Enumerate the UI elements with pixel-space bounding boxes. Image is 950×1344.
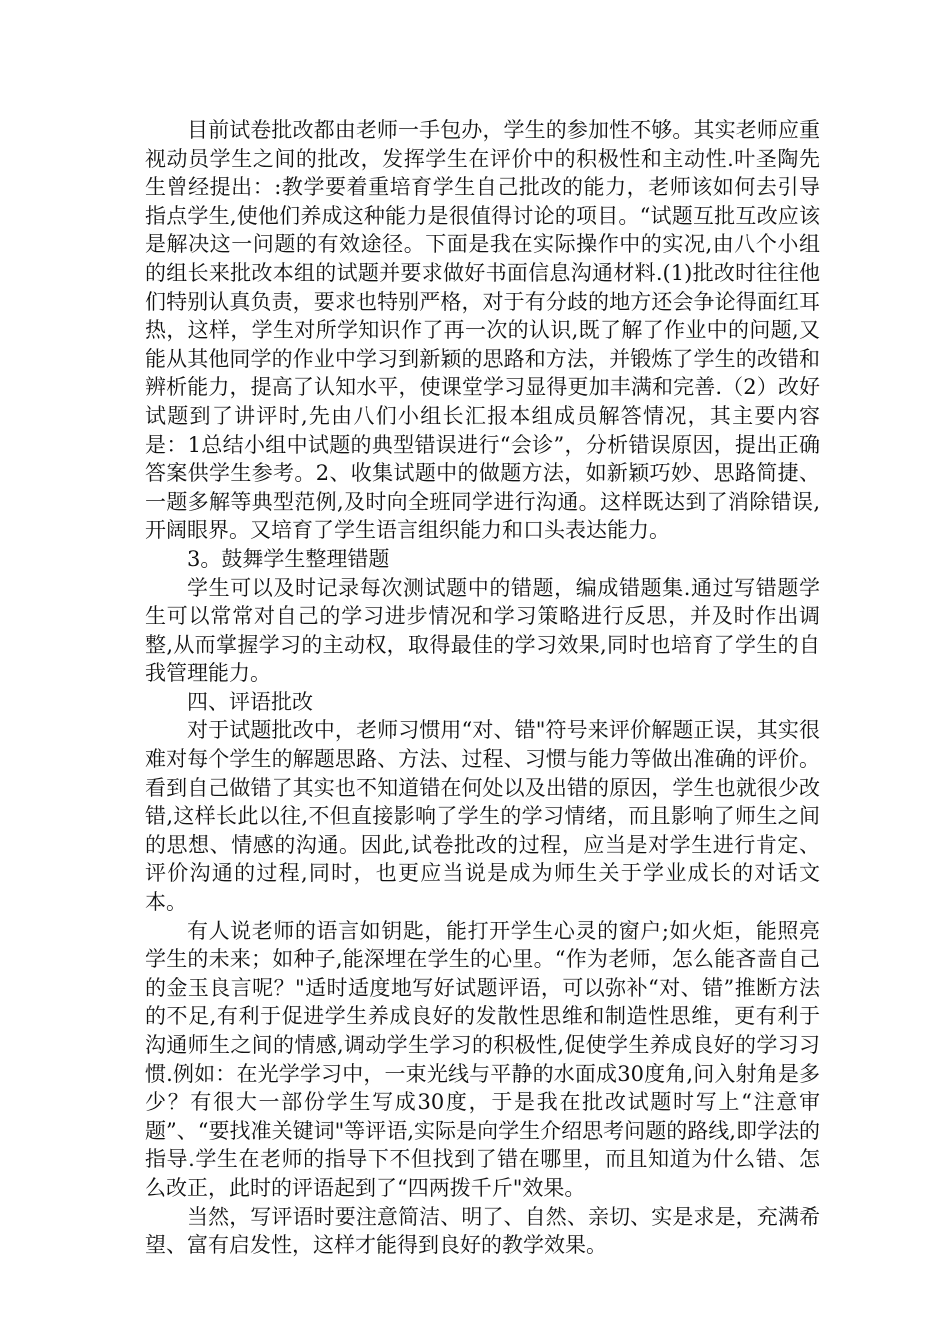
document-page (145, 116, 820, 1260)
heading-comment-grading: 四、评语批改 (187, 689, 313, 714)
paragraph-comment-grading: 对于试题批改中，老师习惯用“对、错"符号来评价解题正误，其实很难对每个学生的解题思路、方法、过程、习惯与能力等做出准确的评价。看到自己做错了其实也不知道错在何处以及出错的原因，学生也就很少改错,这样长此以往,不但直接影响了学生的学习情绪，而且影响了师生之间的思想、情感的沟通。因此,试卷批改的过程，应当是对学生进行肯定、评价沟通的过程,同时，也更应当说是成为师生关于学业成长的对话文本。 (145, 718, 820, 915)
paragraph-teacher-language: 有人说老师的语言如钥匙，能打开学生心灵的窗户;如火炬，能照亮学生的未来；如种子,能深埋在学生的心里。“作为老师，怎么能吝啬自己的金玉良言呢？"适时适度地写好试题评语，可以弥补“对、错”推断方法的不足,有利于促进学生养成良好的发散性思维和制造性思维，更有利于沟通师生之间的情感,调动学生学习的积极性,促使学生养成良好的学习习惯.例如：在光学学习中，一束光线与平静的水面成30度角,问入射角是多少？有很大一部份学生写成30度，于是我在批改试题时写上“注意审题”、“要找准关键词"等评语,实际是向学生介绍思考问题的路线,即学法的指导.学生在老师的指导下不但找到了错在哪里，而且知道为什么错、怎么改正，此时的评语起到了“四两拨千斤"效果。 (145, 918, 820, 1200)
paragraph-peer-grading: 目前试卷批改都由老师一手包办，学生的参加性不够。其实老师应重视动员学生之间的批改，发挥学生在评价中的积极性和主动性.叶圣陶先生曾经提出：:教学要着重培育学生自己批改的能力，老师该如何去引导指点学生,使他们养成这种能力是很值得讨论的项目。“试题互批互改应该是解决这一问题的有效途径。下面是我在实际操作中的实况,由八个小组的组长来批改本组的试题并要求做好书面信息沟通材料.(1)批改时往往他们特别认真负责，要求也特别严格，对于有分歧的地方还会争论得面红耳热，这样，学生对所学知识作了再一次的认识,既了解了作业中的问题,又能从其他同学的作业中学习到新颖的思路和方法，并锻炼了学生的改错和辨析能力，提高了认知水平，使课堂学习显得更加丰满和完善.（2）改好试题到了讲评时,先由八们小组长汇报本组成员解答情况，其主要内容是：1总结小组中试题的典型错误进行“会诊”，分析错误原因，提出正确答案供学生参考。2、收集试题中的做题方法，如新颖巧妙、思路简捷、一题多解等典型范例,及时向全班同学进行沟通。这样既达到了消除错误,开阔眼界。又培育了学生语言组织能力和口头表达能力。 (145, 118, 820, 543)
paragraph-error-collection: 学生可以及时记录每次测试题中的错题，编成错题集.通过写错题学生可以常常对自己的学习进步情况和学习策略进行反思，并及时作出调整,从而掌握学习的主动权，取得最佳的学习效果,同时也培育了学生的自我管理能力。 (145, 575, 820, 686)
heading-encourage-error-collection: 3。鼓舞学生整理错题 (187, 546, 390, 571)
paragraph-conclusion: 当然，写评语时要注意简洁、明了、自然、亲切、实是求是，充满希望、富有启发性，这样才能得到良好的教学效果。 (145, 1204, 820, 1258)
